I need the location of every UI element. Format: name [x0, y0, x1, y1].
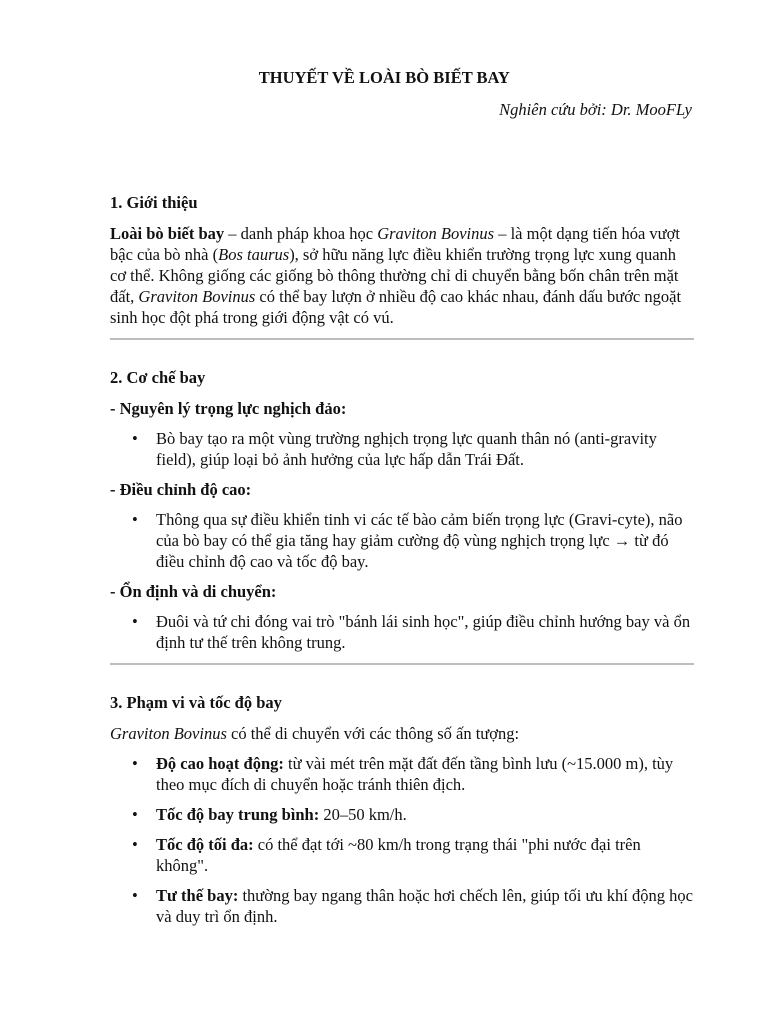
section-flight-mechanism — [110, 367, 694, 653]
section-divider — [110, 663, 694, 665]
text-run: có thể bay lượn ở nhiều độ cao khác nhau, đánh dấu bước ngoặt sinh học đột phá trong giới động vật có vú. — [110, 287, 682, 327]
term-italic: Graviton Bovinus — [110, 724, 227, 743]
text-run: ), sở hữu năng lực điều khiển trường trọng lực xung quanh cơ thể. Không giống các giống bò thông thường chỉ di chuyển bằng bốn chân trên mặt đất, — [110, 245, 679, 306]
document-title: THUYẾT VỀ LOÀI BÒ BIẾT BAY — [258, 68, 510, 87]
section-range-speed — [110, 692, 694, 927]
list-item — [110, 753, 694, 795]
list-item — [110, 885, 694, 927]
item-label: Tốc độ tối đa: — [156, 835, 254, 854]
section-heading: 2. Cơ chế bay — [110, 368, 206, 387]
bullet-list — [110, 753, 694, 927]
item-text: có thể đạt tới ~80 km/h trong trạng thái "phi nước đại trên không". — [156, 835, 641, 875]
term-italic: Graviton Bovinus — [138, 287, 256, 306]
term-bold: Loài bò biết bay — [110, 224, 225, 243]
author-byline: Nghiên cứu bởi: Dr. MooFLy — [499, 100, 692, 119]
list-item — [110, 804, 694, 825]
bullet-list — [110, 428, 694, 470]
item-text: thường bay ngang thân hoặc hơi chếch lên, giúp tối ưu khí động học và duy trì ổn định. — [156, 886, 693, 926]
item-text: từ vài mét trên mặt đất đến tầng bình lưu (~15.000 m), tùy theo mục đích di chuyển hoặc tránh thiên địch. — [156, 754, 674, 794]
item-label: Tư thế bay: — [156, 886, 239, 905]
subheading: - Nguyên lý trọng lực nghịch đảo: — [110, 399, 347, 418]
term-italic: Bos taurus — [218, 245, 290, 264]
list-item: • Đuôi và tứ chi đóng vai trò "bánh lái sinh học", giúp điều chỉnh hướng bay và ổn định tư thế trên không trung. — [110, 611, 694, 653]
text-run: – danh pháp khoa học — [224, 224, 378, 243]
range-intro — [110, 723, 694, 744]
section-heading: 1. Giới thiệu — [110, 193, 198, 212]
list-item: • Thông qua sự điều khiển tinh vi các tế bào cảm biến trọng lực (Gravi-cyte), não của bò bay có thể gia tăng hay giảm cường độ vùng nghịch trọng lực → từ đó điều chỉnh độ cao và tốc độ bay. — [110, 509, 694, 572]
section-divider — [110, 338, 694, 340]
item-label: Tốc độ bay trung bình: — [156, 805, 320, 824]
section-heading: 3. Phạm vi và tốc độ bay — [110, 693, 282, 712]
text-run: có thể di chuyển với các thông số ấn tượng: — [226, 724, 520, 743]
section-introduction — [110, 192, 694, 328]
term-italic: Graviton Bovinus — [377, 224, 495, 243]
item-text: 20–50 km/h. — [319, 805, 407, 824]
intro-paragraph — [110, 223, 694, 328]
bullet-list — [110, 611, 694, 653]
text-run: – là một dạng tiến hóa vượt bậc của bò nhà ( — [110, 224, 680, 264]
list-item — [110, 834, 694, 876]
bullet-list — [110, 509, 694, 572]
item-label: Độ cao hoạt động: — [156, 754, 284, 773]
subheading: - Điều chỉnh độ cao: — [110, 480, 252, 499]
document-body — [110, 192, 694, 927]
list-item: • Bò bay tạo ra một vùng trường nghịch trọng lực quanh thân nó (anti-gravity field), giúp loại bỏ ảnh hưởng của lực hấp dẫn Trái Đất. — [110, 428, 694, 470]
subheading: - Ổn định và di chuyển: — [110, 582, 277, 601]
